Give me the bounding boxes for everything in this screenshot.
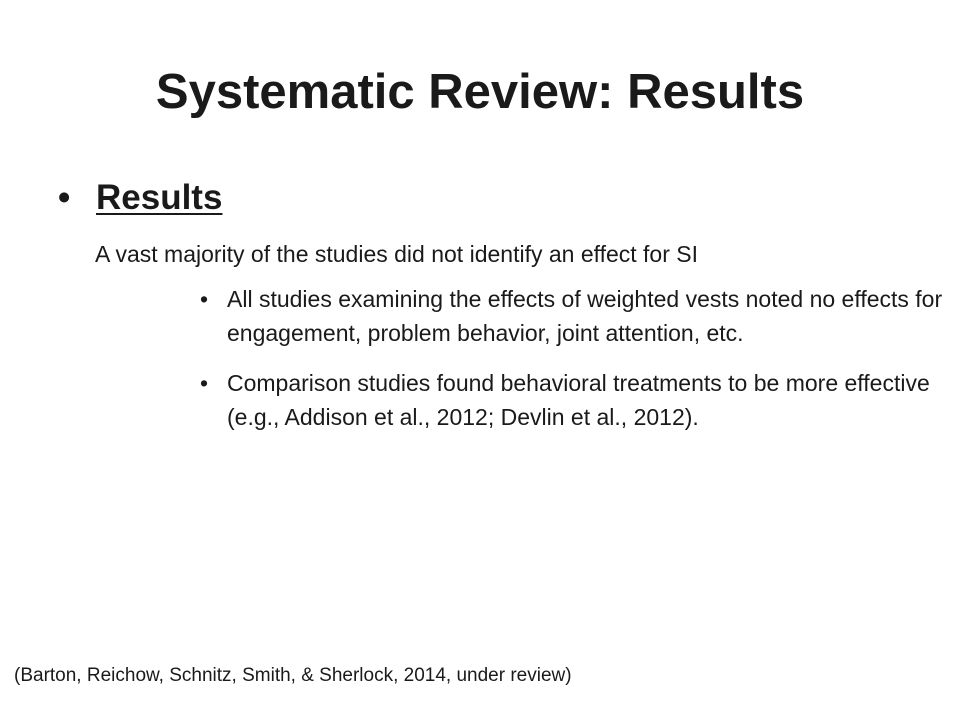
lead-statement: A vast majority of the studies did not identify an effect for SI — [95, 241, 699, 267]
sub-bullet-text: All studies examining the effects of weighted vests noted no effects for engagement, problem behavior, joint attention, etc. — [227, 286, 943, 346]
sub-bullet-comparison-studies — [200, 366, 955, 434]
results-heading — [58, 176, 222, 220]
bullet-marker: • — [200, 286, 209, 312]
slide-title: Systematic Review: Results — [155, 65, 805, 119]
citation: (Barton, Reichow, Schnitz, Smith, & Sherlock, 2014, under review) — [14, 665, 572, 686]
sub-bullet-text: Comparison studies found behavioral treatments to be more effective (e.g., Addison et al., 2012; Devlin et al., 2012). — [227, 370, 930, 430]
sub-bullet-list — [200, 282, 955, 450]
bullet-marker: • — [58, 178, 71, 217]
bullet-marker: • — [200, 370, 209, 396]
results-heading-text: Results — [96, 178, 223, 217]
sub-bullet-weighted-vests — [200, 282, 955, 350]
